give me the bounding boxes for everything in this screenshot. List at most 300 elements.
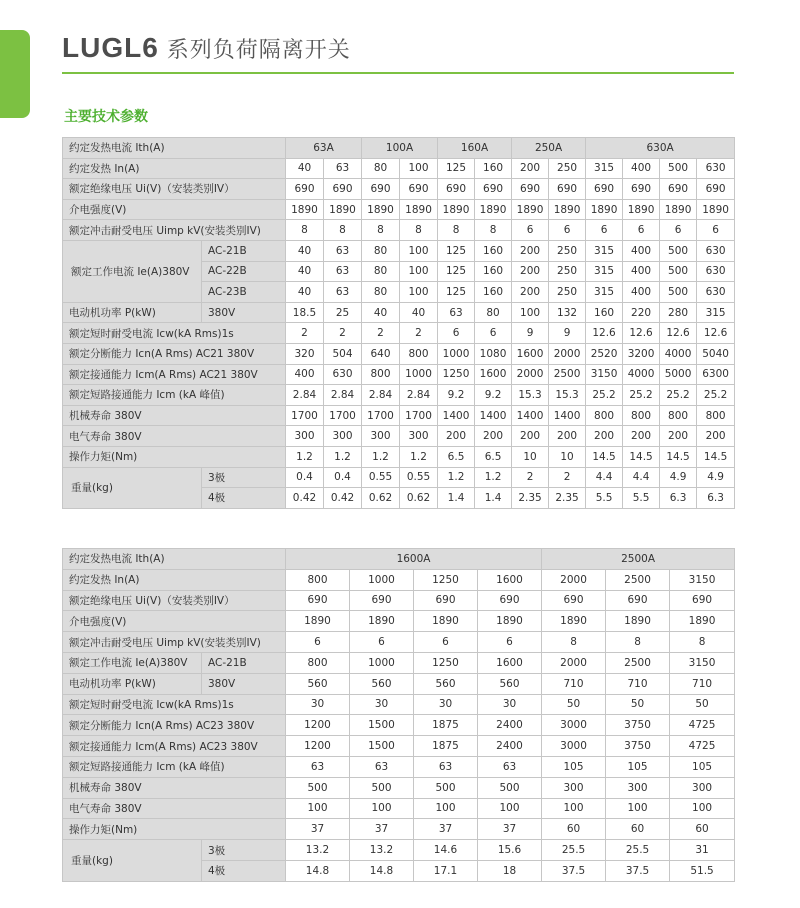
value-cell: 1890 bbox=[512, 199, 549, 220]
value-cell: 12.6 bbox=[697, 323, 735, 344]
value-cell: 1.2 bbox=[362, 446, 400, 467]
header-row bbox=[63, 138, 735, 159]
value-cell: 8 bbox=[670, 632, 735, 653]
value-cell: 6 bbox=[660, 220, 697, 241]
value-cell: 800 bbox=[586, 405, 623, 426]
table-row bbox=[63, 467, 735, 488]
value-cell: 1875 bbox=[414, 715, 478, 736]
value-cell: 12.6 bbox=[623, 323, 660, 344]
value-cell: 31 bbox=[670, 840, 735, 861]
value-cell: 400 bbox=[623, 261, 660, 282]
value-cell: 2 bbox=[512, 467, 549, 488]
spec-table-2 bbox=[62, 548, 735, 882]
value-cell: 80 bbox=[362, 240, 400, 261]
row-label: 操作力矩(Nm) bbox=[63, 446, 286, 467]
value-cell: 630 bbox=[697, 240, 735, 261]
value-cell: 300 bbox=[400, 426, 438, 447]
value-cell: 500 bbox=[660, 282, 697, 303]
group-header: 630A bbox=[586, 138, 735, 159]
value-cell: 100 bbox=[606, 798, 670, 819]
value-cell: 630 bbox=[697, 282, 735, 303]
value-cell: 3150 bbox=[586, 364, 623, 385]
value-cell: 1.2 bbox=[475, 467, 512, 488]
value-cell: 2000 bbox=[542, 569, 606, 590]
value-cell: 2000 bbox=[512, 364, 549, 385]
value-cell: 690 bbox=[670, 590, 735, 611]
value-cell: 12.6 bbox=[660, 323, 697, 344]
value-cell: 9 bbox=[512, 323, 549, 344]
value-cell: 250 bbox=[549, 261, 586, 282]
table-row bbox=[63, 302, 735, 323]
value-cell: 51.5 bbox=[670, 860, 735, 881]
value-cell: 4.4 bbox=[623, 467, 660, 488]
table-row bbox=[63, 343, 735, 364]
table-row bbox=[63, 736, 735, 757]
sub-label: 380V bbox=[202, 673, 286, 694]
value-cell: 63 bbox=[438, 302, 475, 323]
value-cell: 1890 bbox=[414, 611, 478, 632]
row-label: 额定接通能力 Icm(A Rms) AC23 380V bbox=[63, 736, 286, 757]
value-cell: 300 bbox=[542, 777, 606, 798]
value-cell: 100 bbox=[400, 158, 438, 179]
value-cell: 37 bbox=[350, 819, 414, 840]
value-cell: 1.2 bbox=[438, 467, 475, 488]
value-cell: 2 bbox=[286, 323, 324, 344]
table-row bbox=[63, 240, 735, 261]
value-cell: 50 bbox=[606, 694, 670, 715]
table-row bbox=[63, 220, 735, 241]
value-cell: 100 bbox=[512, 302, 549, 323]
row-label: 电气寿命 380V bbox=[63, 426, 286, 447]
value-cell: 40 bbox=[286, 158, 324, 179]
value-cell: 100 bbox=[400, 282, 438, 303]
value-cell: 4.4 bbox=[586, 467, 623, 488]
value-cell: 710 bbox=[670, 673, 735, 694]
value-cell: 0.62 bbox=[362, 488, 400, 509]
value-cell: 0.55 bbox=[362, 467, 400, 488]
value-cell: 63 bbox=[324, 282, 362, 303]
value-cell: 6300 bbox=[697, 364, 735, 385]
row-label: 约定发热 In(A) bbox=[63, 569, 286, 590]
value-cell: 200 bbox=[549, 426, 586, 447]
value-cell: 3200 bbox=[623, 343, 660, 364]
value-cell: 14.5 bbox=[623, 446, 660, 467]
value-cell: 2000 bbox=[549, 343, 586, 364]
value-cell: 690 bbox=[606, 590, 670, 611]
value-cell: 1250 bbox=[414, 569, 478, 590]
row-label: 额定冲击耐受电压 Uimp kV(安装类别IV) bbox=[63, 632, 286, 653]
value-cell: 60 bbox=[670, 819, 735, 840]
title-text: 系列负荷隔离开关 bbox=[158, 38, 351, 63]
row-label: 约定发热电流 Ith(A) bbox=[63, 549, 286, 570]
value-cell: 1400 bbox=[438, 405, 475, 426]
value-cell: 80 bbox=[475, 302, 512, 323]
value-cell: 60 bbox=[606, 819, 670, 840]
value-cell: 1080 bbox=[475, 343, 512, 364]
value-cell: 1600 bbox=[478, 569, 542, 590]
value-cell: 1890 bbox=[623, 199, 660, 220]
value-cell: 100 bbox=[414, 798, 478, 819]
table-row bbox=[63, 756, 735, 777]
value-cell: 6 bbox=[414, 632, 478, 653]
value-cell: 250 bbox=[549, 158, 586, 179]
value-cell: 800 bbox=[362, 364, 400, 385]
value-cell: 9.2 bbox=[438, 385, 475, 406]
value-cell: 6 bbox=[623, 220, 660, 241]
value-cell: 0.4 bbox=[286, 467, 324, 488]
value-cell: 30 bbox=[414, 694, 478, 715]
table-row bbox=[63, 611, 735, 632]
group-header: 2500A bbox=[542, 549, 735, 570]
value-cell: 1890 bbox=[586, 199, 623, 220]
value-cell: 200 bbox=[660, 426, 697, 447]
value-cell: 250 bbox=[549, 240, 586, 261]
value-cell: 220 bbox=[623, 302, 660, 323]
value-cell: 315 bbox=[586, 240, 623, 261]
value-cell: 2.84 bbox=[324, 385, 362, 406]
value-cell: 200 bbox=[438, 426, 475, 447]
table-row bbox=[63, 405, 735, 426]
value-cell: 4000 bbox=[623, 364, 660, 385]
sub-label: AC-21B bbox=[202, 652, 286, 673]
group-header: 100A bbox=[362, 138, 438, 159]
value-cell: 630 bbox=[324, 364, 362, 385]
value-cell: 9 bbox=[549, 323, 586, 344]
value-cell: 50 bbox=[670, 694, 735, 715]
value-cell: 800 bbox=[286, 652, 350, 673]
row-label: 额定工作电流 Ie(A)380V bbox=[63, 652, 202, 673]
spec-table-1 bbox=[62, 137, 735, 509]
value-cell: 400 bbox=[286, 364, 324, 385]
value-cell: 1400 bbox=[549, 405, 586, 426]
value-cell: 2.35 bbox=[512, 488, 549, 509]
table-row bbox=[63, 798, 735, 819]
value-cell: 100 bbox=[478, 798, 542, 819]
row-label: 额定短路接通能力 Icm (kA 峰值) bbox=[63, 385, 286, 406]
value-cell: 63 bbox=[324, 158, 362, 179]
value-cell: 1000 bbox=[350, 652, 414, 673]
value-cell: 63 bbox=[286, 756, 350, 777]
side-tab-accent bbox=[0, 30, 30, 118]
value-cell: 4.9 bbox=[660, 467, 697, 488]
title-rule bbox=[62, 72, 734, 74]
value-cell: 1890 bbox=[549, 199, 586, 220]
row-label: 额定分断能力 Icn(A Rms) AC23 380V bbox=[63, 715, 286, 736]
value-cell: 18.5 bbox=[286, 302, 324, 323]
value-cell: 5.5 bbox=[623, 488, 660, 509]
value-cell: 3000 bbox=[542, 715, 606, 736]
value-cell: 0.4 bbox=[324, 467, 362, 488]
value-cell: 710 bbox=[606, 673, 670, 694]
value-cell: 315 bbox=[586, 158, 623, 179]
value-cell: 100 bbox=[542, 798, 606, 819]
value-cell: 0.55 bbox=[400, 467, 438, 488]
value-cell: 315 bbox=[586, 261, 623, 282]
value-cell: 1200 bbox=[286, 736, 350, 757]
table-row bbox=[63, 590, 735, 611]
value-cell: 60 bbox=[542, 819, 606, 840]
value-cell: 300 bbox=[670, 777, 735, 798]
row-label: 操作力矩(Nm) bbox=[63, 819, 286, 840]
value-cell: 1890 bbox=[438, 199, 475, 220]
group-header: 63A bbox=[286, 138, 362, 159]
row-label: 电气寿命 380V bbox=[63, 798, 286, 819]
value-cell: 1.2 bbox=[286, 446, 324, 467]
value-cell: 6 bbox=[549, 220, 586, 241]
value-cell: 2 bbox=[400, 323, 438, 344]
value-cell: 500 bbox=[478, 777, 542, 798]
value-cell: 630 bbox=[697, 158, 735, 179]
value-cell: 14.8 bbox=[350, 860, 414, 881]
value-cell: 37 bbox=[414, 819, 478, 840]
row-label: 额定短时耐受电流 Icw(kA Rms)1s bbox=[63, 323, 286, 344]
value-cell: 1000 bbox=[400, 364, 438, 385]
value-cell: 710 bbox=[542, 673, 606, 694]
value-cell: 6 bbox=[438, 323, 475, 344]
value-cell: 9.2 bbox=[475, 385, 512, 406]
value-cell: 14.8 bbox=[286, 860, 350, 881]
value-cell: 8 bbox=[324, 220, 362, 241]
value-cell: 1600 bbox=[475, 364, 512, 385]
row-label: 重量(kg) bbox=[63, 840, 202, 882]
sub-label: 4极 bbox=[202, 488, 286, 509]
value-cell: 1400 bbox=[512, 405, 549, 426]
value-cell: 1890 bbox=[400, 199, 438, 220]
table-row bbox=[63, 632, 735, 653]
value-cell: 3750 bbox=[606, 736, 670, 757]
value-cell: 1.4 bbox=[438, 488, 475, 509]
value-cell: 1400 bbox=[475, 405, 512, 426]
value-cell: 200 bbox=[512, 282, 549, 303]
row-label: 电动机功率 P(kW) bbox=[63, 302, 202, 323]
value-cell: 2500 bbox=[606, 569, 670, 590]
table-row bbox=[63, 652, 735, 673]
table-row bbox=[63, 673, 735, 694]
value-cell: 2 bbox=[324, 323, 362, 344]
group-header: 160A bbox=[438, 138, 512, 159]
value-cell: 100 bbox=[350, 798, 414, 819]
value-cell: 25.2 bbox=[660, 385, 697, 406]
table-row bbox=[63, 777, 735, 798]
value-cell: 1700 bbox=[400, 405, 438, 426]
value-cell: 37.5 bbox=[542, 860, 606, 881]
value-cell: 500 bbox=[350, 777, 414, 798]
value-cell: 6 bbox=[350, 632, 414, 653]
value-cell: 1890 bbox=[362, 199, 400, 220]
value-cell: 17.1 bbox=[414, 860, 478, 881]
value-cell: 40 bbox=[286, 282, 324, 303]
table-row bbox=[63, 179, 735, 200]
value-cell: 125 bbox=[438, 158, 475, 179]
value-cell: 690 bbox=[400, 179, 438, 200]
value-cell: 690 bbox=[438, 179, 475, 200]
value-cell: 80 bbox=[362, 158, 400, 179]
value-cell: 500 bbox=[660, 261, 697, 282]
value-cell: 37.5 bbox=[606, 860, 670, 881]
value-cell: 18 bbox=[478, 860, 542, 881]
value-cell: 1.4 bbox=[475, 488, 512, 509]
value-cell: 800 bbox=[400, 343, 438, 364]
sub-label: AC-23B bbox=[202, 282, 286, 303]
value-cell: 25.2 bbox=[697, 385, 735, 406]
value-cell: 25 bbox=[324, 302, 362, 323]
value-cell: 1500 bbox=[350, 736, 414, 757]
value-cell: 6.3 bbox=[697, 488, 735, 509]
table-row bbox=[63, 426, 735, 447]
value-cell: 40 bbox=[400, 302, 438, 323]
value-cell: 1890 bbox=[670, 611, 735, 632]
value-cell: 40 bbox=[286, 240, 324, 261]
value-cell: 2.84 bbox=[286, 385, 324, 406]
value-cell: 105 bbox=[542, 756, 606, 777]
table-row bbox=[63, 819, 735, 840]
section-heading: 主要技术参数 bbox=[64, 109, 148, 125]
value-cell: 500 bbox=[660, 240, 697, 261]
value-cell: 300 bbox=[286, 426, 324, 447]
value-cell: 1700 bbox=[362, 405, 400, 426]
value-cell: 80 bbox=[362, 261, 400, 282]
value-cell: 8 bbox=[438, 220, 475, 241]
value-cell: 560 bbox=[286, 673, 350, 694]
value-cell: 4725 bbox=[670, 736, 735, 757]
table-row bbox=[63, 323, 735, 344]
value-cell: 690 bbox=[660, 179, 697, 200]
table-row bbox=[63, 364, 735, 385]
value-cell: 125 bbox=[438, 282, 475, 303]
value-cell: 315 bbox=[697, 302, 735, 323]
value-cell: 200 bbox=[512, 261, 549, 282]
value-cell: 100 bbox=[400, 261, 438, 282]
value-cell: 14.5 bbox=[697, 446, 735, 467]
value-cell: 690 bbox=[414, 590, 478, 611]
sub-label: 380V bbox=[202, 302, 286, 323]
value-cell: 300 bbox=[606, 777, 670, 798]
value-cell: 1600 bbox=[478, 652, 542, 673]
value-cell: 800 bbox=[660, 405, 697, 426]
value-cell: 1700 bbox=[286, 405, 324, 426]
value-cell: 1890 bbox=[478, 611, 542, 632]
value-cell: 6.5 bbox=[438, 446, 475, 467]
table-row bbox=[63, 569, 735, 590]
value-cell: 160 bbox=[475, 261, 512, 282]
value-cell: 200 bbox=[512, 240, 549, 261]
row-label: 介电强度(V) bbox=[63, 199, 286, 220]
value-cell: 1890 bbox=[660, 199, 697, 220]
row-label: 额定工作电流 Ie(A)380V bbox=[63, 240, 202, 302]
value-cell: 0.42 bbox=[286, 488, 324, 509]
value-cell: 2.84 bbox=[362, 385, 400, 406]
value-cell: 800 bbox=[623, 405, 660, 426]
value-cell: 160 bbox=[475, 282, 512, 303]
value-cell: 690 bbox=[286, 179, 324, 200]
value-cell: 500 bbox=[660, 158, 697, 179]
value-cell: 315 bbox=[586, 282, 623, 303]
row-label: 重量(kg) bbox=[63, 467, 202, 508]
value-cell: 0.42 bbox=[324, 488, 362, 509]
model-name: LUGL6 bbox=[62, 32, 159, 63]
value-cell: 105 bbox=[606, 756, 670, 777]
value-cell: 4000 bbox=[660, 343, 697, 364]
value-cell: 1000 bbox=[438, 343, 475, 364]
group-header: 250A bbox=[512, 138, 586, 159]
value-cell: 125 bbox=[438, 240, 475, 261]
table-row bbox=[63, 715, 735, 736]
value-cell: 8 bbox=[286, 220, 324, 241]
value-cell: 2500 bbox=[549, 364, 586, 385]
value-cell: 690 bbox=[512, 179, 549, 200]
sub-label: 3极 bbox=[202, 467, 286, 488]
value-cell: 500 bbox=[286, 777, 350, 798]
value-cell: 2 bbox=[549, 467, 586, 488]
value-cell: 2.35 bbox=[549, 488, 586, 509]
value-cell: 690 bbox=[362, 179, 400, 200]
value-cell: 0.62 bbox=[400, 488, 438, 509]
value-cell: 1890 bbox=[606, 611, 670, 632]
value-cell: 2520 bbox=[586, 343, 623, 364]
value-cell: 6 bbox=[286, 632, 350, 653]
value-cell: 1700 bbox=[324, 405, 362, 426]
value-cell: 690 bbox=[286, 590, 350, 611]
value-cell: 630 bbox=[697, 261, 735, 282]
value-cell: 63 bbox=[324, 261, 362, 282]
value-cell: 690 bbox=[697, 179, 735, 200]
table-row bbox=[63, 694, 735, 715]
value-cell: 1250 bbox=[414, 652, 478, 673]
row-label: 介电强度(V) bbox=[63, 611, 286, 632]
value-cell: 4.9 bbox=[697, 467, 735, 488]
value-cell: 1600 bbox=[512, 343, 549, 364]
value-cell: 8 bbox=[475, 220, 512, 241]
value-cell: 200 bbox=[586, 426, 623, 447]
value-cell: 6.3 bbox=[660, 488, 697, 509]
value-cell: 690 bbox=[478, 590, 542, 611]
value-cell: 125 bbox=[438, 261, 475, 282]
table-row bbox=[63, 840, 735, 861]
value-cell: 2400 bbox=[478, 715, 542, 736]
table-row bbox=[63, 199, 735, 220]
value-cell: 200 bbox=[623, 426, 660, 447]
value-cell: 160 bbox=[586, 302, 623, 323]
value-cell: 1890 bbox=[350, 611, 414, 632]
sub-label: 4极 bbox=[202, 860, 286, 881]
value-cell: 1500 bbox=[350, 715, 414, 736]
value-cell: 560 bbox=[350, 673, 414, 694]
value-cell: 690 bbox=[623, 179, 660, 200]
row-label: 机械寿命 380V bbox=[63, 405, 286, 426]
value-cell: 1890 bbox=[324, 199, 362, 220]
sub-label: AC-22B bbox=[202, 261, 286, 282]
value-cell: 40 bbox=[362, 302, 400, 323]
value-cell: 1890 bbox=[542, 611, 606, 632]
value-cell: 30 bbox=[350, 694, 414, 715]
value-cell: 560 bbox=[478, 673, 542, 694]
value-cell: 63 bbox=[324, 240, 362, 261]
row-label: 电动机功率 P(kW) bbox=[63, 673, 202, 694]
value-cell: 100 bbox=[670, 798, 735, 819]
value-cell: 63 bbox=[414, 756, 478, 777]
value-cell: 14.5 bbox=[660, 446, 697, 467]
value-cell: 15.3 bbox=[549, 385, 586, 406]
value-cell: 3750 bbox=[606, 715, 670, 736]
value-cell: 1890 bbox=[475, 199, 512, 220]
value-cell: 1000 bbox=[350, 569, 414, 590]
value-cell: 200 bbox=[512, 158, 549, 179]
value-cell: 5.5 bbox=[586, 488, 623, 509]
value-cell: 6 bbox=[697, 220, 735, 241]
value-cell: 13.2 bbox=[286, 840, 350, 861]
value-cell: 560 bbox=[414, 673, 478, 694]
page-title bbox=[62, 32, 351, 64]
